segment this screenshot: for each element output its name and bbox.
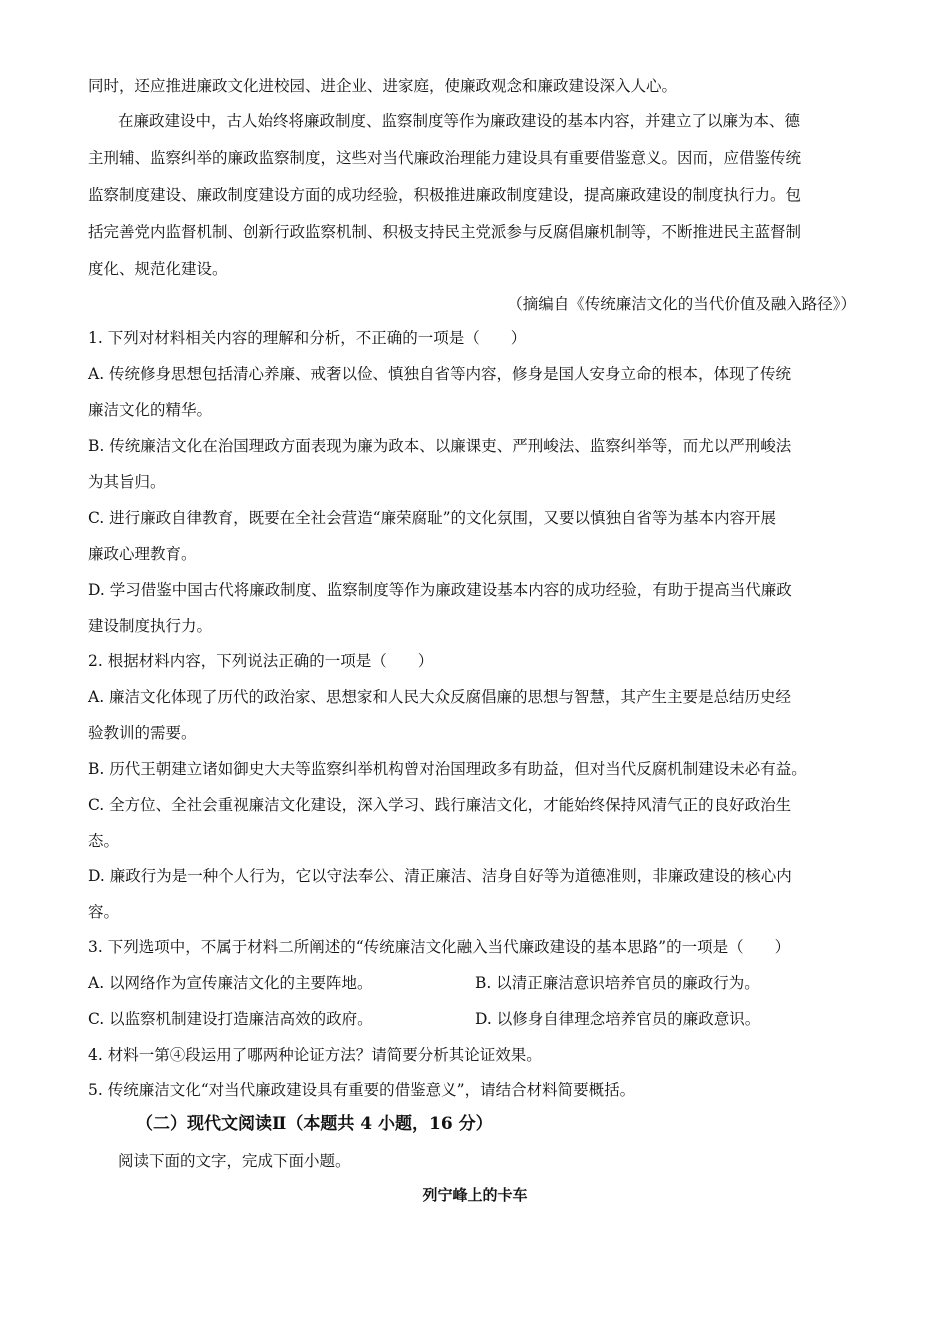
q2-option-c-cont: 态。	[88, 832, 120, 850]
q1-option-a-cont: 廉洁文化的精华。	[88, 401, 213, 419]
q2-option-a-cont: 验教训的需要。	[88, 724, 197, 742]
q3-option-b: B. 以清正廉洁意识培养官员的廉政行为。	[475, 974, 760, 992]
question-5: 5. 传统廉洁文化“对当代廉政建设具有重要的借鉴意义”，请结合材料简要概括。	[88, 1081, 636, 1099]
question-3-stem: 3. 下列选项中，不属于材料二所阐述的“传统廉洁文化融入当代廉政建设的基本思路”的一项是（ ）	[88, 938, 791, 956]
q2-option-b: B. 历代王朝建立诸如御史大夫等监察纠举机构曾对治国理政多有助益，但对当代反腐机制建设未必有益。	[88, 760, 807, 778]
passage-line: 度化、规范化建设。	[88, 260, 228, 278]
question-4: 4. 材料一第④段运用了哪两种论证方法？请简要分析其论证效果。	[88, 1046, 542, 1064]
q1-option-d-cont: 建设制度执行力。	[88, 617, 213, 635]
q2-option-d-cont: 容。	[88, 903, 120, 921]
q2-option-a: A. 廉洁文化体现了历代的政治家、思想家和人民大众反腐倡廉的思想与智慧，其产生主要是总结历史经	[88, 688, 792, 706]
q1-option-c: C. 进行廉政自律教育，既要在全社会营造“廉荣腐耻”的文化氛围，又要以慎独自省等为基本内容开展	[88, 509, 777, 527]
question-1-stem: 1. 下列对材料相关内容的理解和分析，不正确的一项是（ ）	[88, 329, 527, 347]
passage-line: 主刑辅、监察纠举的廉政监察制度，这些对当代廉政治理能力建设具有重要借鉴意义。因而，应借鉴传统	[88, 149, 802, 167]
q1-option-b-cont: 为其旨归。	[88, 473, 166, 491]
q1-option-c-cont: 廉政心理教育。	[88, 545, 197, 563]
q3-option-a: A. 以网络作为宣传廉洁文化的主要阵地。	[88, 974, 373, 992]
q3-option-d: D. 以修身自律理念培养官员的廉政意识。	[475, 1010, 761, 1028]
passage-line: 监察制度建设、廉政制度建设方面的成功经验，积极推进廉政制度建设，提高廉政建设的制度执行力。包	[88, 186, 802, 204]
passage-line: 同时，还应推进廉政文化进校园、进企业、进家庭，使廉政观念和廉政建设深入人心。	[88, 77, 678, 95]
section-instruction: 阅读下面的文字，完成下面小题。	[118, 1152, 351, 1170]
passage-line: 括完善党内监督机制、创新行政监察机制、积极支持民主党派参与反腐倡廉机制等，不断推进民主蓝督制	[88, 223, 802, 241]
q1-option-a: A. 传统修身思想包括清心养廉、戒奢以俭、慎独自省等内容，修身是国人安身立命的根本，体现了传统	[88, 365, 792, 383]
question-2-stem: 2. 根据材料内容，下列说法正确的一项是（ ）	[88, 652, 434, 670]
q1-option-d: D. 学习借鉴中国古代将廉政制度、监察制度等作为廉政建设基本内容的成功经验，有助于提高当代廉政	[88, 581, 792, 599]
q2-option-d: D. 廉政行为是一种个人行为，它以守法奉公、清正廉洁、洁身自好等为道德准则，非廉政建设的核心内	[88, 867, 792, 885]
q3-option-c: C. 以监察机制建设打造廉洁高效的政府。	[88, 1010, 373, 1028]
q2-option-c: C. 全方位、全社会重视廉洁文化建设，深入学习、践行廉洁文化，才能始终保持风清气正的良好政治生	[88, 796, 792, 814]
passage-line: 在廉政建设中，古人始终将廉政制度、监察制度等作为廉政建设的基本内容，并建立了以廉为本、德	[118, 112, 801, 130]
q1-option-b: B. 传统廉洁文化在治国理政方面表现为廉为政本、以廉课吏、严刑峻法、监察纠举等，而尤以严刑峻法	[88, 437, 792, 455]
source-citation: （摘编自《传统廉洁文化的当代价值及融入路径》）	[507, 295, 856, 313]
article-title: 列宁峰上的卡车	[422, 1186, 528, 1204]
section-heading: （二）现代文阅读Ⅱ（本题共 4 小题，16 分）	[136, 1114, 493, 1134]
